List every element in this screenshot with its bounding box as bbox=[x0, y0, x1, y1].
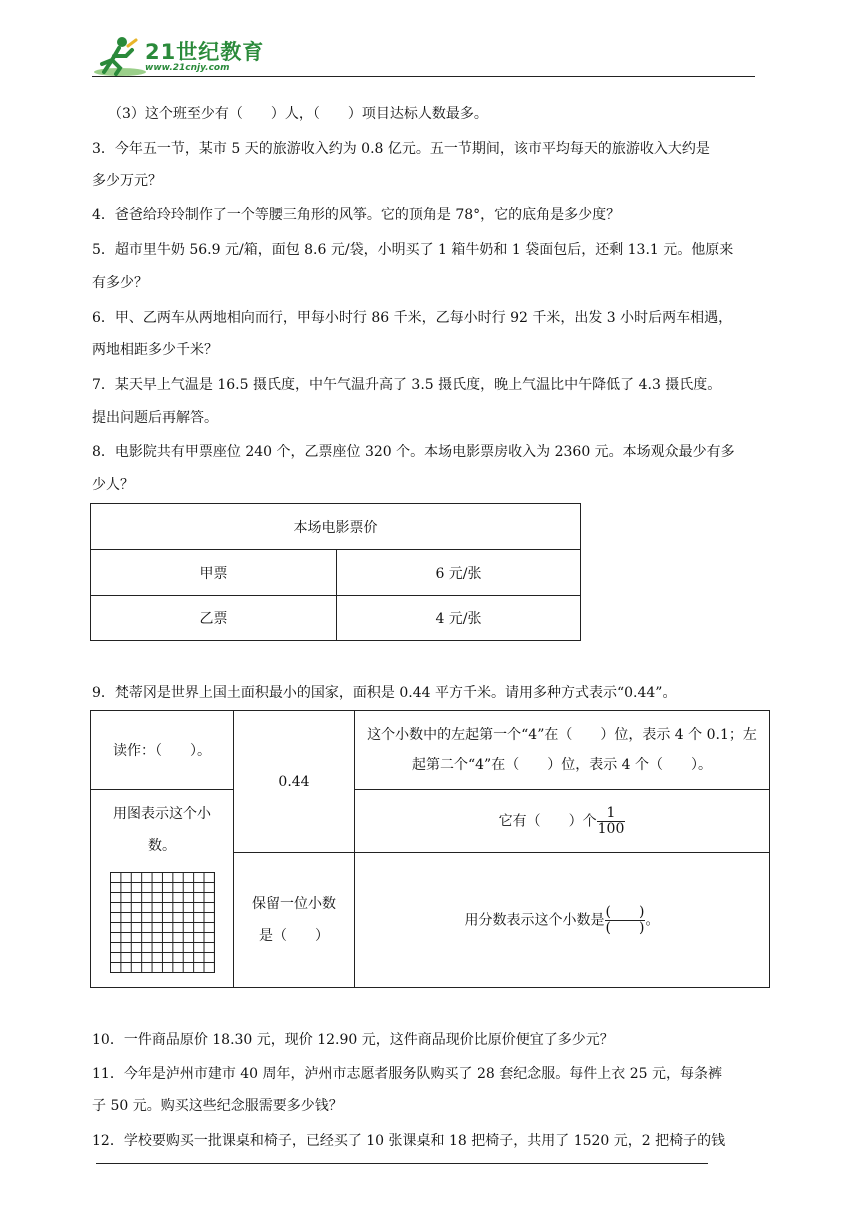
place-value-line-2: 起第二个“4”在（ ）位，表示 4 个（ ）。 bbox=[411, 757, 713, 773]
rounding-prompt-line-2: 是（ ） bbox=[259, 928, 329, 944]
decimal-representation-table bbox=[90, 710, 770, 988]
diagram-cell bbox=[91, 790, 234, 988]
fraction-numerator-blank: ( ) bbox=[605, 903, 645, 920]
question-8-line-2: 少人？ bbox=[92, 477, 134, 493]
footer-divider bbox=[96, 1163, 708, 1164]
blank-fraction bbox=[605, 905, 646, 936]
ticket-price-cell: 6 元/张 bbox=[337, 550, 581, 596]
fraction-denominator: 100 bbox=[597, 820, 625, 837]
question-3-line-1: 3．今年五一节，某市 5 天的旅游收入约为 0.8 亿元。五一节期间，该市平均每天的旅游收入大约是 bbox=[92, 141, 710, 157]
ticket-type-cell: 乙票 bbox=[91, 596, 337, 641]
fraction-suffix: 。 bbox=[645, 912, 660, 928]
logo-url: www.21cnjy.com bbox=[145, 63, 230, 73]
read-prompt: 读作：（ ）。 bbox=[113, 743, 211, 759]
question-7-line-1: 7．某天早上气温是 16.5 摄氏度，中午气温升高了 3.5 摄氏度，晚上气温比中午降低了 4.3 摄氏度。 bbox=[92, 377, 722, 393]
table-row bbox=[91, 596, 581, 641]
count-prompt: 它有（ ）个 bbox=[498, 813, 597, 829]
header-divider bbox=[92, 76, 755, 77]
diagram-prompt-line-1: 用图表示这个小 bbox=[113, 806, 211, 822]
question-6-line-1: 6．甲、乙两车从两地相向而行，甲每小时行 86 千米，乙每小时行 92 千米，出发 3 小时后两车相遇， bbox=[92, 310, 733, 326]
price-table-title: 本场电影票价 bbox=[91, 504, 581, 550]
fraction-numerator: 1 bbox=[597, 806, 626, 822]
question-6-line-2: 两地相距多少千米？ bbox=[92, 342, 218, 358]
question-8-line-1: 8．电影院共有甲票座位 240 个，乙票座位 320 个。本场电影票房收入为 2360 元。本场观众最少有多 bbox=[92, 444, 735, 460]
question-3-line-2: 多少万元？ bbox=[92, 173, 162, 189]
table-row bbox=[91, 550, 581, 596]
hundred-grid bbox=[110, 872, 215, 973]
ticket-price-table bbox=[90, 503, 581, 641]
decimal-number: 0.44 bbox=[278, 773, 310, 790]
read-cell bbox=[91, 711, 234, 790]
question-11-line-2: 子 50 元。购买这些纪念服需要多少钱？ bbox=[92, 1098, 343, 1114]
question-12-line-1: 12．学校要购买一批课桌和椅子，已经买了 10 张课桌和 18 把椅子，共用了 1520 元，2 把椅子的钱 bbox=[92, 1133, 726, 1149]
number-cell bbox=[234, 711, 355, 853]
diagram-prompt-line-2: 数。 bbox=[148, 838, 176, 854]
question-10: 10．一件商品原价 18.30 元，现价 12.90 元，这件商品现价比原价便宜了多少元？ bbox=[92, 1032, 614, 1048]
question-7-line-2: 提出问题后再解答。 bbox=[92, 410, 218, 426]
question-5-line-1: 5．超市里牛奶 56.9 元/箱，面包 8.6 元/袋，小明买了 1 箱牛奶和 1 袋面包后，还剩 13.1 元。他原来 bbox=[92, 242, 734, 258]
question-4: 4．爸爸给玲玲制作了一个等腰三角形的风筝。它的顶角是 78°，它的底角是多少度？ bbox=[92, 207, 621, 223]
question-5-line-2: 有多少？ bbox=[92, 275, 148, 291]
place-value-cell bbox=[355, 711, 770, 790]
rounding-prompt-line-1: 保留一位小数 bbox=[252, 896, 336, 912]
place-value-line-1: 这个小数中的左起第一个“4”在（ ）位，表示 4 个 0.1；左 bbox=[367, 727, 757, 743]
fraction-cell bbox=[355, 853, 770, 988]
question-11-line-1: 11．今年是泸州市建市 40 周年，泸州市志愿者服务队购买了 28 套纪念服。每件上衣 25 元，每条裤 bbox=[92, 1066, 722, 1082]
fraction-prompt: 用分数表示这个小数是 bbox=[464, 912, 605, 928]
fraction-denominator-blank: ( ) bbox=[605, 919, 645, 936]
question-9: 9．梵蒂冈是世界上国土面积最小的国家，面积是 0.44 平方千米。请用多种方式表示“0.44”。 bbox=[92, 685, 677, 701]
rounding-cell bbox=[234, 853, 355, 988]
question-2-3: （3）这个班至少有（ ）人，（ ）项目达标人数最多。 bbox=[108, 106, 488, 122]
ticket-price-cell: 4 元/张 bbox=[337, 596, 581, 641]
ticket-type-cell: 甲票 bbox=[91, 550, 337, 596]
logo-text: 21世纪教育 bbox=[145, 40, 265, 64]
count-cell bbox=[355, 790, 770, 853]
one-hundredth-fraction bbox=[597, 806, 626, 837]
